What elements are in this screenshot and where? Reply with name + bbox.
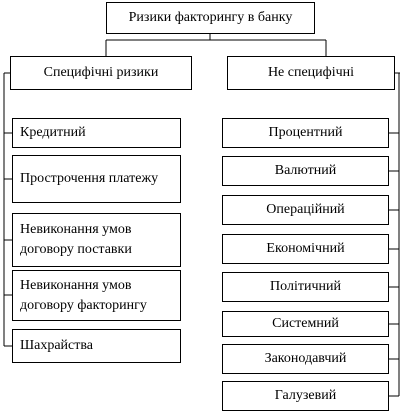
right-item-label: Валютний <box>274 163 337 178</box>
left-item-label: Невиконання умов договору факторингу <box>20 277 147 313</box>
left-item-label: Прострочення платежу <box>20 171 159 186</box>
root-label: Ризики факторингу в банку <box>128 10 293 25</box>
right-item-box <box>222 156 389 186</box>
left-group-header <box>10 56 192 90</box>
right-item-box <box>222 344 389 374</box>
right-item-box <box>222 272 389 302</box>
right-item-box <box>222 118 389 148</box>
left-item-box <box>12 270 181 321</box>
right-item-label: Операційний <box>266 202 345 217</box>
right-item-box <box>222 311 389 337</box>
root-node <box>106 2 315 34</box>
left-item-label: Невиконання умов договору поставки <box>20 222 132 257</box>
right-item-label: Галузевий <box>274 388 337 403</box>
right-item-label: Процентний <box>268 125 343 140</box>
left-item-label: Шахрайства <box>20 338 94 353</box>
right-item-box <box>222 234 389 264</box>
left-item-box <box>12 118 181 148</box>
right-item-box <box>222 195 389 225</box>
right-item-box <box>222 381 389 411</box>
left-item-box <box>12 329 181 363</box>
right-item-label: Економічний <box>266 241 345 256</box>
left-item-box <box>12 155 181 203</box>
right-item-label: Системний <box>272 316 339 331</box>
right-group-title: Не специфічні <box>267 65 355 80</box>
right-item-label: Законодавчий <box>264 351 347 366</box>
left-item-label: Кредитний <box>20 125 86 140</box>
left-item-box <box>12 213 181 267</box>
right-group-header <box>227 56 395 90</box>
left-group-title: Специфічні ризики <box>43 65 159 80</box>
right-item-label: Політичний <box>270 279 341 294</box>
